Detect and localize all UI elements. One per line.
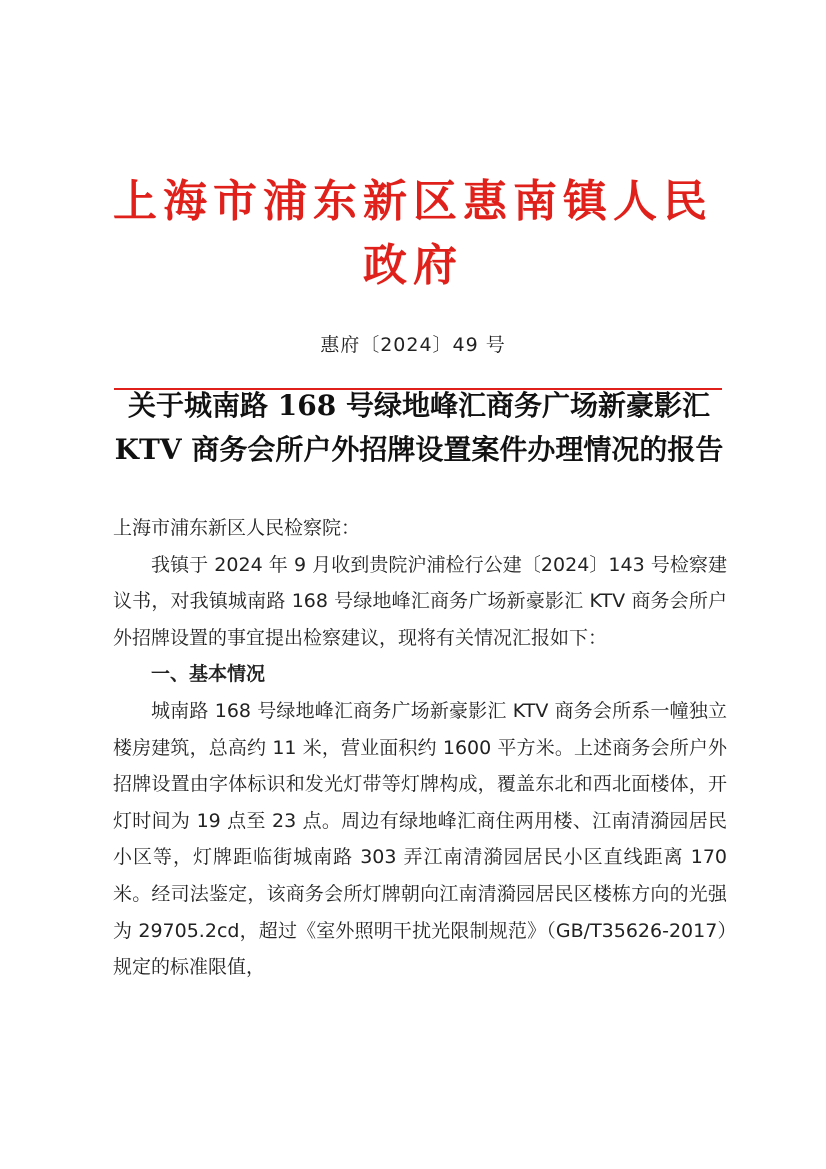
issuing-authority-title: 上海市浦东新区惠南镇人民政府 (113, 176, 713, 291)
salutation: 上海市浦东新区人民检察院： (113, 517, 361, 539)
intro-paragraph: 我镇于 2024 年 9 月收到贵院沪浦检行公建〔2024〕143 号检察建议书，对我镇城南路 168 号绿地峰汇商务广场新豪影汇 KTV 商务会所户外招牌设置的事宜提出检察建议，现将有关情况汇报如下： (113, 553, 727, 649)
section-heading-basic-situation: 一、基本情况 (151, 663, 266, 686)
basic-situation-paragraph: 城南路 168 号绿地峰汇商务广场新豪影汇 KTV 商务会所系一幢独立楼房建筑，总高约 11 米，营业面积约 1600 平方米。上述商务会所户外招牌设置由字体标识和发光灯带等灯牌构成，覆盖东北和西北面楼体，开灯时间为 19 点至 23 点。周边有绿地峰汇商住两用楼、江南清漪园居民小区等，灯牌距临街城南路 303 弄江南清漪园居民小区直线距离 170 米。经司法鉴定，该商务会所灯牌朝向江南清漪园居民区楼栋方向的光强为 29705.2cd，超过《室外照明干扰光限制规范》（GB/T35626-2017）规定的标准限值， (113, 699, 727, 979)
report-title: 关于城南路 168 号绿地峰汇商务广场新豪影汇 KTV 商务会所户外招牌设置案件办理情况的报告 (114, 389, 724, 466)
document-number: 惠府〔2024〕49 号 (320, 334, 506, 356)
letter-body (113, 510, 727, 986)
